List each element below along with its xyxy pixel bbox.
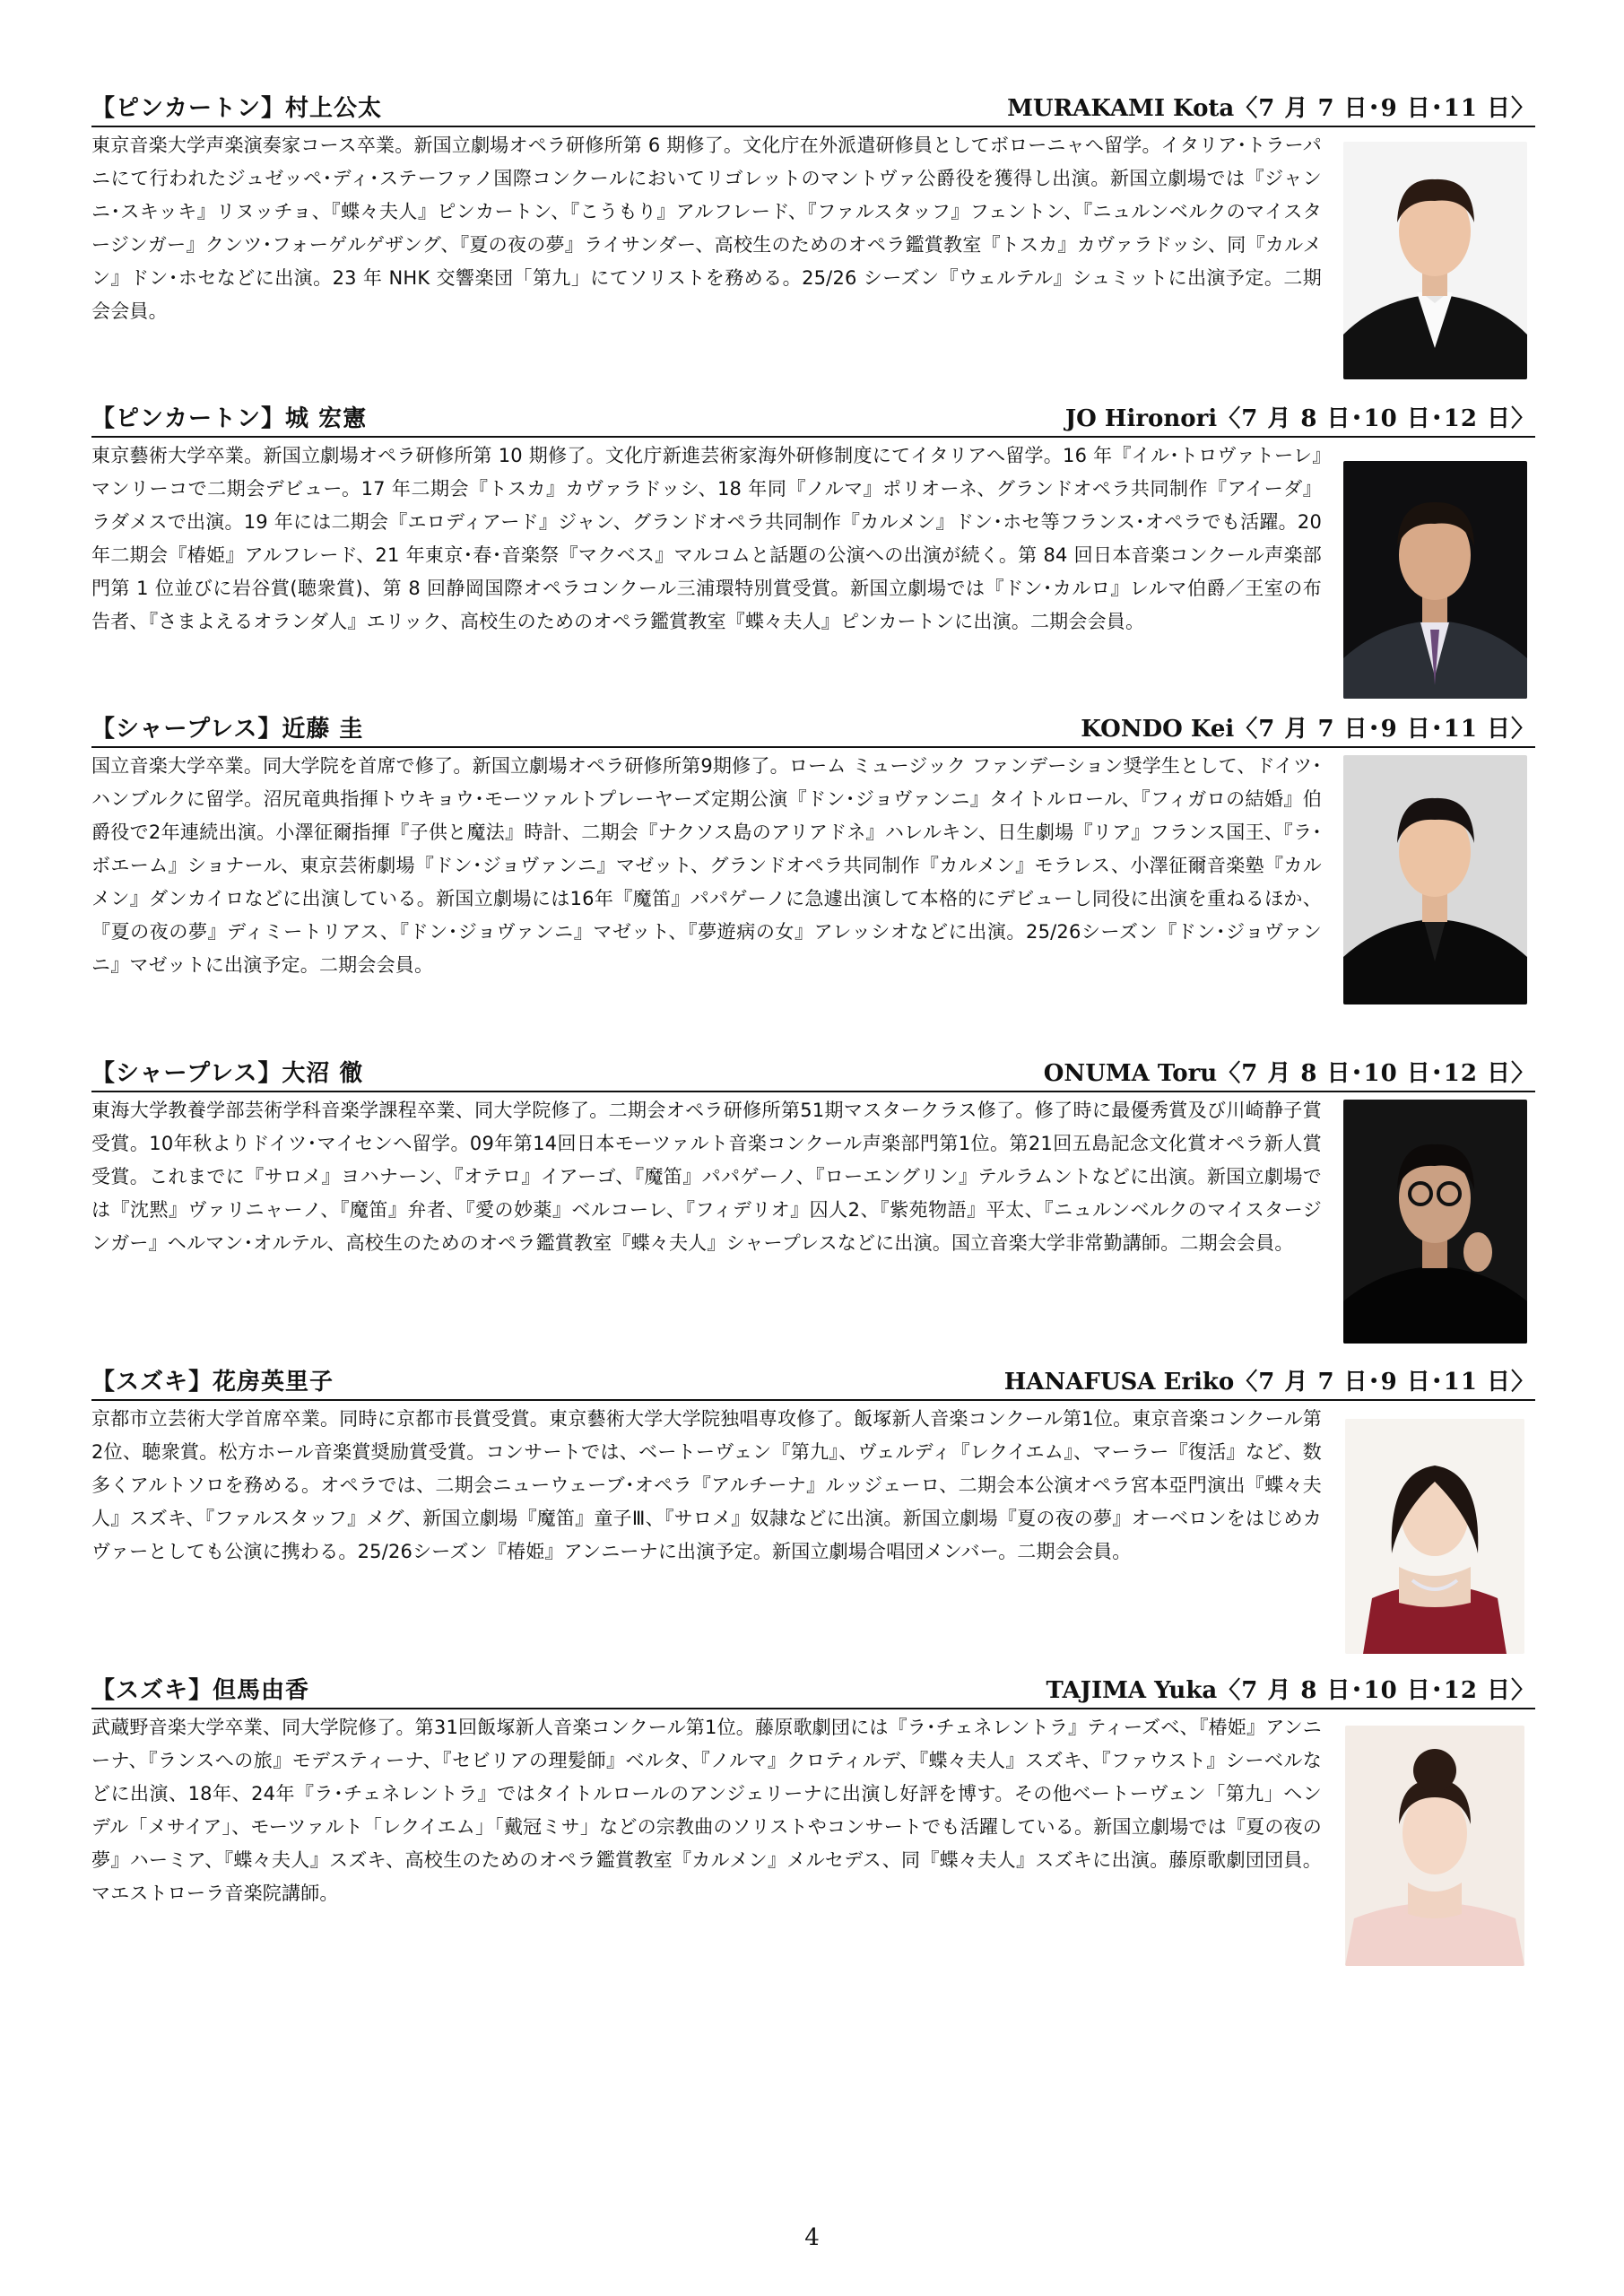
roman-name-and-dates — [1007, 90, 1535, 123]
role-label: 【ピンカートン】 — [91, 405, 286, 432]
role-label: 【スズキ】 — [91, 1369, 213, 1396]
role-and-name — [91, 1055, 363, 1088]
portrait-photo — [1343, 1100, 1527, 1344]
singer-name: 花房英里子 — [213, 1369, 334, 1396]
biography-text: 東京藝術大学卒業。新国立劇場オペラ研修所第 10 期修了。文化庁新進芸術家海外研修制度にてイタリアへ留学。16 年『イル･トロヴァトーレ』マンリーコで二期会デビュー。17 年二期会『トスカ』カヴァラドッシ、18 年同『ノルマ』ポリオーネ、グランドオペラ共同制作『アイーダ』ラダメスで出演。19 年には二期会『エロディアード』ジャン、グランドオペラ共同制作『カルメン』ドン･ホセ等フランス･オペラでも活躍。20 年二期会『椿姫』アルフレード、21 年東京･春･音楽祭『マクベス』マルコムと話題の公演への出演が続く。第 84 回日本音楽コンクール声楽部門第 1 位並びに岩谷賞(聴衆賞)、第 8 回静岡国際オペラコンクール三浦環特別賞受賞。新国立劇場では『ドン･カルロ』レルマ伯爵／王室の布告者、『さまよえるオランダ人』エリック、高校生のためのオペラ鑑賞教室『蝶々夫人』ピンカートンに出演。二期会会員。 — [91, 445, 1322, 632]
biography-text: 国立音楽大学卒業。同大学院を首席で修了。新国立劇場オペラ研修所第9期修了。ローム ミュージック ファンデーション奨学生として、ドイツ･ハンブルクに留学。沼尻竜典指揮トウキョウ･モーツァルトプレーヤーズ定期公演『ドン･ジョヴァンニ』タイトルロール、『フィガロの結婚』伯爵役で2年連続出演。小澤征爾指揮『子供と魔法』時計、二期会『ナクソス島のアリアドネ』ハレルキン、日生劇場『リア』フランス国王、『ラ･ボエーム』ショナール、東京芸術劇場『ドン･ジョヴァンニ』マゼット、グランドオペラ共同制作『カルメン』モラレス、小澤征爾音楽塾『カルメン』ダンカイロなどに出演している。新国立劇場には16年『魔笛』パパゲーノに急遽出演して本格的にデビューし同役に出演を重ねるほか、『夏の夜の夢』ディミートリアス、『ドン･ジョヴァンニ』マゼット、『夢遊病の女』アレッシオなどに出演。25/26シーズン『ドン･ジョヴァンニ』マゼットに出演予定。二期会会員。 — [91, 755, 1322, 976]
performance-dates: 〈7 月 8 日･10 日･12 日〉 — [1217, 1677, 1535, 1704]
portrait-photo — [1345, 1726, 1524, 1966]
singer-name: 但馬由香 — [213, 1677, 310, 1704]
biography-text: 武蔵野音楽大学卒業、同大学院修了。第31回飯塚新人音楽コンクール第1位。藤原歌劇団には『ラ･チェネレントラ』ティーズベ、『椿姫』アンニーナ、『ランスへの旅』モデスティーナ、『セビリアの理髪師』ベルタ、『ノルマ』クロティルデ、『蝶々夫人』スズキ、『ファウスト』シーベルなどに出演、18年、24年『ラ･チェネレントラ』ではタイトルロールのアンジェリーナに出演し好評を博す。その他ベートーヴェン「第九」ヘンデル「メサイア」、モーツァルト「レクイエム」「戴冠ミサ」などの宗教曲のソリストやコンサートでも活躍している。新国立劇場では『夏の夜の夢』ハーミア、『蝶々夫人』スズキ、高校生のためのオペラ鑑賞教室『カルメン』メルセデス、同『蝶々夫人』スズキに出演。藤原歌劇団団員。マエストローラ音楽院講師。 — [91, 1717, 1322, 1904]
portrait-photo — [1345, 1419, 1524, 1654]
bio-entry-jo — [91, 400, 1535, 632]
entry-header — [91, 710, 1535, 748]
role-and-name — [91, 1672, 309, 1705]
role-and-name — [91, 1363, 334, 1396]
bio-entry-hanafusa — [91, 1363, 1535, 1562]
bio-entry-tajima — [91, 1672, 1535, 1904]
roman-name: MURAKAMI Kota — [1007, 95, 1235, 122]
performance-dates: 〈7 月 8 日･10 日･12 日〉 — [1217, 1060, 1535, 1087]
roman-name-and-dates — [1081, 710, 1535, 744]
performance-dates: 〈7 月 7 日･9 日･11 日〉 — [1234, 1369, 1535, 1396]
roman-name: ONUMA Toru — [1043, 1060, 1218, 1087]
roman-name: KONDO Kei — [1081, 716, 1235, 743]
role-label: 【ピンカートン】 — [91, 95, 286, 122]
role-label: 【シャープレス】 — [91, 1060, 282, 1087]
biography-text: 東京音楽大学声楽演奏家コース卒業。新国立劇場オペラ研修所第 6 期修了。文化庁在外派遣研修員としてボローニャへ留学。イタリア･トラーパニにて行われたジュゼッペ･ディ･ステーファノ国際コンクールにおいてリゴレットのマントヴァ公爵役を獲得し出演。新国立劇場では『ジャンニ･スキッキ』リヌッチョ、『蝶々夫人』ピンカートン、『こうもり』アルフレード、『ファルスタッフ』フェントン、『ニュルンベルクのマイスタージンガー』クンツ･フォーゲルゲザング、『夏の夜の夢』ライサンダー、高校生のためのオペラ鑑賞教室『トスカ』カヴァラドッシ、同『カルメン』ドン･ホセなどに出演。23 年 NHK 交響楽団「第九」にてソリストを務める。25/26 シーズン『ウェルテル』シュミットに出演予定。二期会会員。 — [91, 135, 1322, 322]
entry-header — [91, 1672, 1535, 1709]
portrait-photo — [1343, 461, 1527, 699]
role-and-name — [91, 710, 363, 744]
page-number: 4 — [804, 2224, 820, 2251]
role-label: 【スズキ】 — [91, 1677, 213, 1704]
singer-name: 大沼 徹 — [282, 1060, 364, 1087]
bio-entry-kondo — [91, 710, 1535, 976]
performance-dates: 〈7 月 7 日･9 日･11 日〉 — [1234, 716, 1535, 743]
performance-dates: 〈7 月 7 日･9 日･11 日〉 — [1234, 95, 1535, 122]
entry-header — [91, 1055, 1535, 1092]
role-and-name — [91, 90, 382, 123]
role-and-name — [91, 400, 367, 433]
biography-text: 京都市立芸術大学首席卒業。同時に京都市長賞受賞。東京藝術大学大学院独唱専攻修了。飯塚新人音楽コンクール第1位。東京音楽コンクール第2位、聴衆賞。松方ホール音楽賞奨励賞受賞。コンサートでは、ベートーヴェン『第九』、ヴェルディ『レクイエム』、マーラー『復活』など、数多くアルトソロを務める。オペラでは、二期会ニューウェーブ･オペラ『アルチーナ』ルッジェーロ、二期会本公演オペラ宮本亞門演出『蝶々夫人』スズキ、『ファルスタッフ』メグ、新国立劇場『魔笛』童子Ⅲ、『サロメ』奴隷などに出演。新国立劇場『夏の夜の夢』オーベロンをはじめカヴァーとしても公演に携わる。25/26シーズン『椿姫』アンニーナに出演予定。新国立劇場合唱団メンバー。二期会会員。 — [91, 1408, 1322, 1562]
singer-name: 村上公太 — [285, 95, 383, 122]
roman-name: HANAFUSA Eriko — [1003, 1369, 1235, 1396]
roman-name: TAJIMA Yuka — [1046, 1677, 1218, 1704]
portrait-photo — [1343, 142, 1527, 379]
performance-dates: 〈7 月 8 日･10 日･12 日〉 — [1217, 405, 1535, 432]
portrait-photo — [1343, 755, 1527, 1004]
roman-name-and-dates — [1046, 1672, 1535, 1705]
singer-name: 城 宏憲 — [285, 405, 368, 432]
roman-name: JO Hironori — [1064, 405, 1218, 432]
entry-header — [91, 1363, 1535, 1401]
roman-name-and-dates — [1065, 400, 1535, 433]
singer-name: 近藤 圭 — [282, 716, 364, 743]
role-label: 【シャープレス】 — [91, 716, 282, 743]
entry-header — [91, 400, 1535, 438]
bio-entry-murakami — [91, 90, 1535, 322]
biography-text: 東海大学教養学部芸術学科音楽学課程卒業、同大学院修了。二期会オペラ研修所第51期マスタークラス修了。修了時に最優秀賞及び川崎静子賞受賞。10年秋よりドイツ･マイセンへ留学。09年第14回日本モーツァルト音楽コンクール声楽部門第1位。第21回五島記念文化賞オペラ新人賞受賞。これまでに『サロメ』ヨハナーン、『オテロ』イアーゴ、『魔笛』パパゲーノ、『ローエングリン』テルラムントなどに出演。新国立劇場では『沈黙』ヴァリニャーノ、『魔笛』弁者、『愛の妙薬』ベルコーレ、『フィデリオ』囚人2、『紫苑物語』平太、『ニュルンベルクのマイスタージンガー』ヘルマン･オルテル、高校生のためのオペラ鑑賞教室『蝶々夫人』シャープレスなどに出演。国立音楽大学非常勤講師。二期会会員。 — [91, 1100, 1322, 1254]
roman-name-and-dates — [1004, 1363, 1535, 1396]
bio-entry-onuma — [91, 1055, 1535, 1254]
entry-header — [91, 90, 1535, 127]
roman-name-and-dates — [1044, 1055, 1535, 1088]
